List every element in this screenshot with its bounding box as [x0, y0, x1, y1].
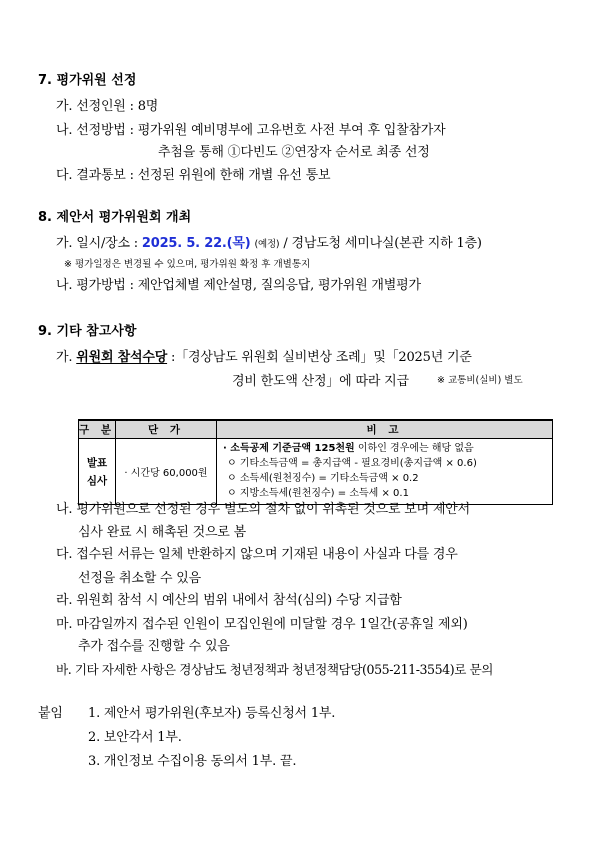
header-category: 구 분	[79, 420, 116, 439]
venue: / 경남도청 세미나실(본관 지하 1층)	[283, 236, 482, 251]
appointment-line2: 심사 완료 시 해촉된 것으로 봄	[78, 525, 246, 540]
schedule-note: ※ 평가일정은 변경될 수 있으며, 평가위원 확정 후 개별통지	[64, 259, 311, 270]
category-line1: 발표	[86, 456, 108, 469]
remarks-lead-bold: · 소득공제 기준금액 125천원	[223, 443, 355, 454]
result-notice: 다. 결과통보 : 선정된 위원에 한해 개별 유선 통보	[56, 168, 331, 183]
header-price: 단 가	[116, 420, 217, 439]
attachment-item: 3. 개인정보 수집이용 동의서 1부. 끝.	[88, 754, 297, 769]
evaluation-date: 2025. 5. 22.(목)	[141, 236, 251, 251]
remarks-item: ㅇ 소득세(원천징수) = 기타소득금액 × 0.2	[227, 473, 419, 484]
additional-intake-line2: 추가 접수를 진행할 수 있음	[78, 639, 230, 654]
section-8-title: 8. 제안서 평가위원회 개최	[38, 210, 192, 225]
selection-method-line2: 추첨을 통해 ①다빈도 ②연장자 순서로 최종 선정	[158, 145, 430, 160]
category-line2: 심사	[86, 474, 108, 487]
remarks-lead-rest: 이하인 경우에는 해당 없음	[354, 443, 474, 454]
appointment-line1: 나. 평가위원으로 선정된 경우 별도의 절차 없이 위촉된 것으로 보며 제안서	[56, 502, 470, 517]
table-row	[79, 439, 553, 505]
category-cell	[79, 439, 116, 505]
selection-count: 가. 선정인원 : 8명	[56, 99, 159, 114]
remarks-item: ㅇ 지방소득세(원천징수) = 소득세 × 0.1	[227, 488, 409, 499]
remarks-lead	[223, 441, 548, 456]
attachment-item: 2. 보안각서 1부.	[88, 730, 182, 745]
attachment-item: 1. 제안서 평가위원(후보자) 등록신청서 1부.	[88, 706, 336, 721]
tentative-label: (예정)	[254, 239, 280, 250]
allowance-line2: 경비 한도액 산정」에 따라 지급	[232, 374, 409, 389]
attachment-label: 붙임	[38, 706, 63, 721]
section-7-title: 7. 평가위원 선정	[38, 73, 137, 88]
schedule-line	[56, 232, 482, 251]
additional-intake-line1: 마. 마감일까지 접수된 인원이 모집인원에 미달할 경우 1일간(공휴일 제외)	[56, 617, 468, 632]
allowance-prefix: 가.	[56, 350, 73, 365]
selection-method-line1: 나. 선정방법 : 평가위원 예비명부에 고유번호 사전 부여 후 입찰참가자	[56, 123, 446, 138]
contact-info: 바. 기타 자세한 사항은 경상남도 청년정책과 청년정책담당(055-211-3554)로 문의	[56, 662, 493, 677]
allowance-text1: :「경상남도 위원회 실비변상 조례」및「2025년 기준	[171, 350, 472, 365]
documents-line1: 다. 접수된 서류는 일체 반환하지 않으며 기재된 내용이 사실과 다를 경우	[56, 547, 458, 562]
documents-line2: 선정을 취소할 수 있음	[78, 571, 202, 586]
allowance-label: 위원회 참석수당	[76, 350, 168, 365]
allowance-table	[78, 419, 553, 505]
schedule-prefix: 가. 일시/장소 :	[56, 236, 138, 251]
allowance-line1	[56, 346, 472, 365]
price-cell: · 시간당 60,000원	[116, 439, 217, 505]
evaluation-method: 나. 평가방법 : 제안업체별 제안설명, 질의응답, 평가위원 개별평가	[56, 278, 421, 293]
attendance-allowance: 라. 위원회 참석 시 예산의 범위 내에서 참석(심의) 수당 지급함	[56, 593, 402, 608]
transport-note: ※ 교통비(실비) 별도	[437, 375, 523, 386]
remarks-cell	[217, 439, 553, 505]
header-remarks: 비 고	[217, 420, 553, 439]
section-9-title: 9. 기타 참고사항	[38, 324, 137, 339]
table-header-row	[79, 420, 553, 439]
remarks-item: ㅇ 기타소득금액 = 총지급액 - 필요경비(총지급액 × 0.6)	[227, 458, 477, 469]
